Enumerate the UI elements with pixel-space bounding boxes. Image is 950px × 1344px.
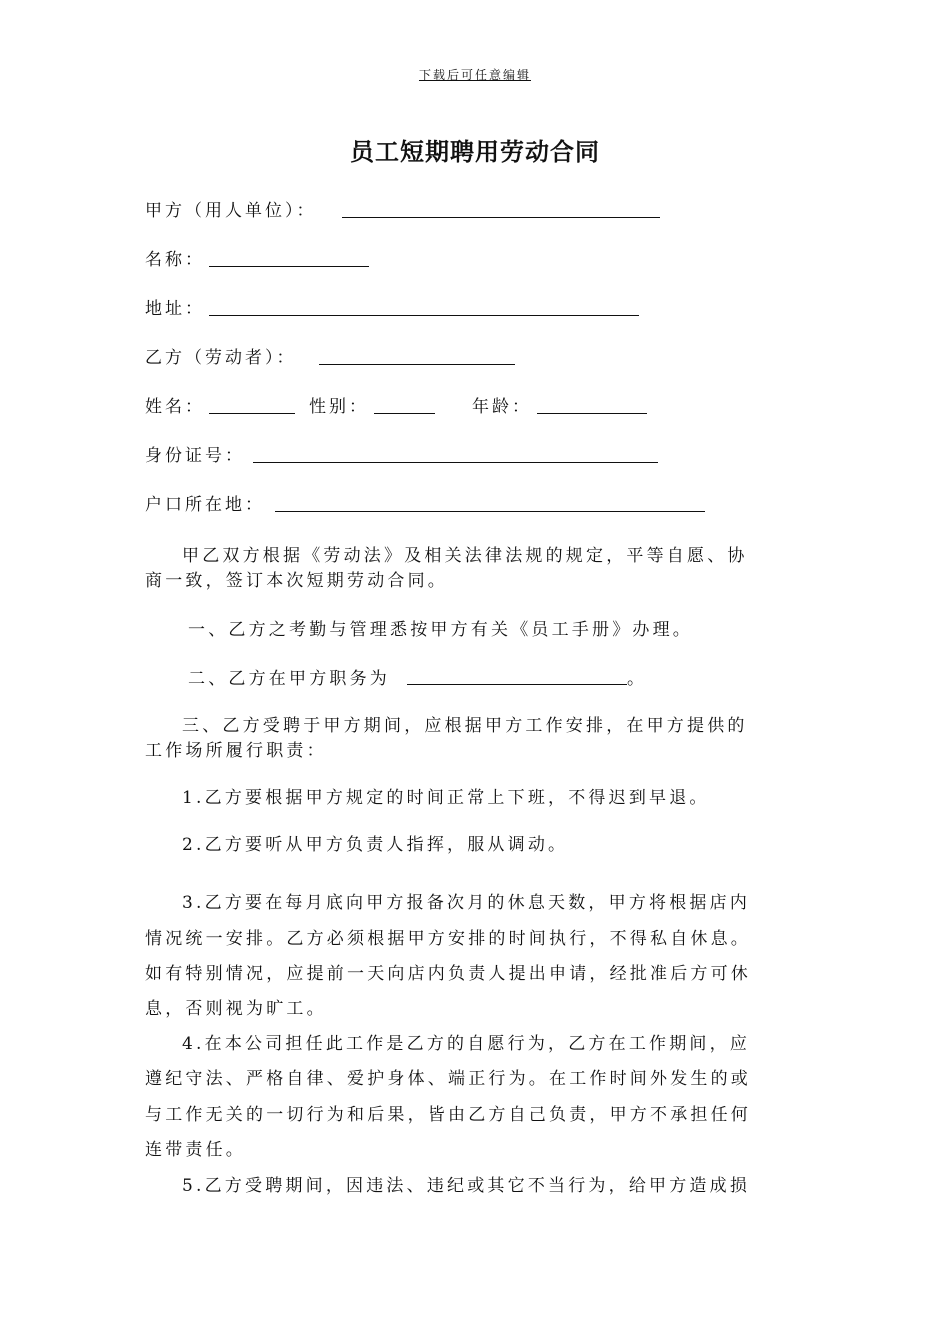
item-4-line-2: 遵纪守法、严格自律、爱护身体、端正行为。在工作时间外发生的或 <box>145 1069 751 1089</box>
item-3-line-3: 如有特别情况，应提前一天向店内负责人提出申请，经批准后方可休 <box>145 964 751 984</box>
clause-1: 一、乙方之考勤与管理悉按甲方有关《员工手册》办理。 <box>188 620 693 640</box>
position-blank <box>407 684 627 685</box>
age-blank <box>537 413 647 414</box>
clause-2-suffix: 。 <box>627 669 648 689</box>
item-4-line-1: 4.在本公司担任此工作是乙方的自愿行为，乙方在工作期间，应 <box>182 1034 751 1054</box>
clause-3-line-1: 三、乙方受聘于甲方期间，应根据甲方工作安排，在甲方提供的 <box>182 716 748 736</box>
item-5-line-1: 5.乙方受聘期间，因违法、违纪或其它不当行为，给甲方造成损 <box>182 1176 751 1196</box>
party-b-blank <box>319 364 515 365</box>
item-4-line-3: 与工作无关的一切行为和后果，皆由乙方自己负责，甲方不承担任何 <box>145 1105 751 1125</box>
gender-blank <box>374 413 435 414</box>
name-blank <box>209 266 369 267</box>
age-label: 年龄： <box>472 397 532 417</box>
intro-line-2: 商一致，签订本次短期劳动合同。 <box>145 571 448 591</box>
item-3-line-2: 情况统一安排。乙方必须根据甲方安排的时间执行，不得私自休息。 <box>145 929 751 949</box>
item-4-line-4: 连带责任。 <box>145 1140 246 1160</box>
item-3-line-4: 息，否则视为旷工。 <box>145 999 327 1019</box>
person-name-blank <box>209 413 295 414</box>
item-3-line-1: 3.乙方要在每月底向甲方报备次月的休息天数，甲方将根据店内 <box>182 893 751 913</box>
intro-line-1: 甲乙双方根据《劳动法》及相关法律法规的规定，平等自愿、协 <box>182 546 748 566</box>
address-label: 地址： <box>145 299 205 319</box>
address-blank <box>209 315 639 316</box>
gender-label: 性别： <box>309 397 369 417</box>
item-2: 2.乙方要听从甲方负责人指挥，服从调动。 <box>182 835 569 855</box>
hukou-label: 户口所在地： <box>145 495 265 515</box>
person-name-label: 姓名： <box>145 397 205 417</box>
clause-2-prefix: 二、乙方在甲方职务为 <box>188 669 390 689</box>
id-number-label: 身份证号： <box>145 446 245 466</box>
party-a-label: 甲方（用人单位）： <box>145 201 317 221</box>
item-1: 1.乙方要根据甲方规定的时间正常上下班，不得迟到早退。 <box>182 788 710 808</box>
contract-title: 员工短期聘用劳动合同 <box>350 137 600 166</box>
hukou-blank <box>275 511 705 512</box>
clause-3-line-2: 工作场所履行职责： <box>145 741 327 761</box>
id-number-blank <box>253 462 658 463</box>
party-a-blank <box>342 217 660 218</box>
party-b-label: 乙方（劳动者）： <box>145 348 297 368</box>
page-header: 下载后可任意编辑 <box>418 68 531 82</box>
name-label: 名称： <box>145 250 205 270</box>
